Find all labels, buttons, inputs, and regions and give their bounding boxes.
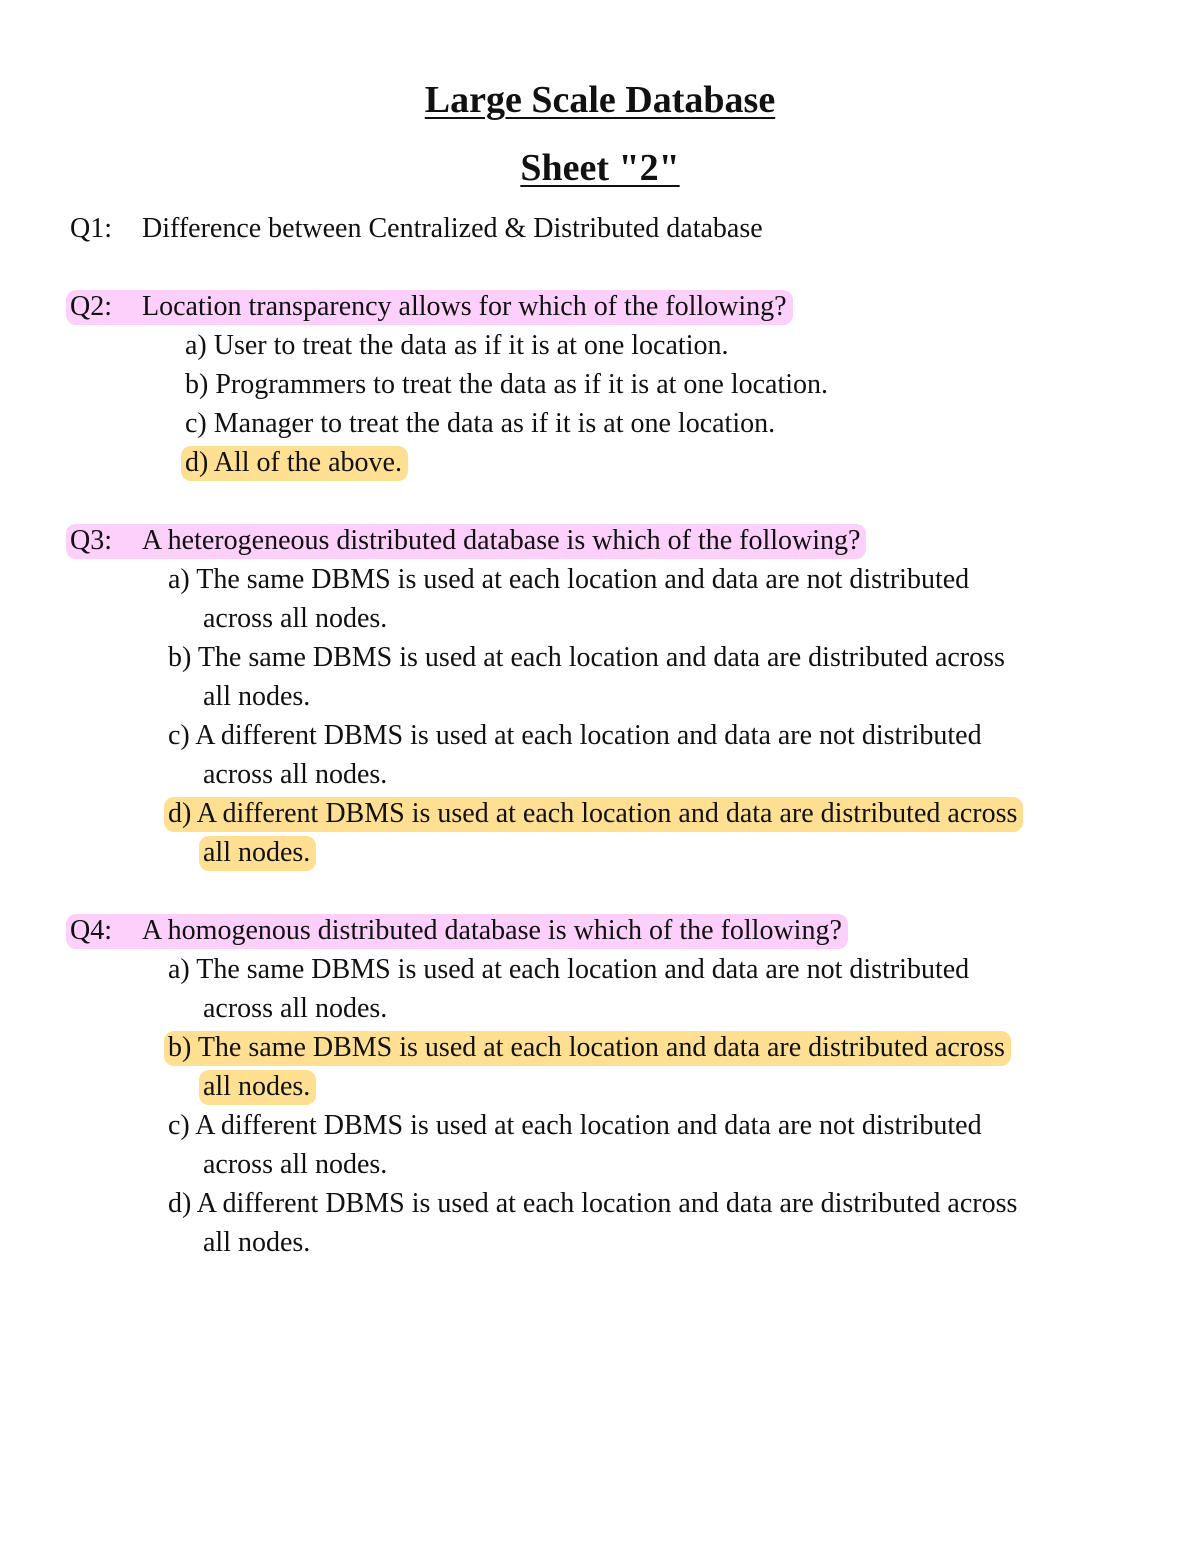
question-2 — [70, 290, 793, 324]
question-text: Location transparency allows for which of the following? — [142, 291, 787, 322]
question-text: A heterogeneous distributed database is which of the following? — [142, 525, 861, 556]
question-1 — [70, 212, 763, 246]
option-b-cont-correct — [203, 1070, 316, 1104]
sheet-subtitle: Sheet "2" — [520, 147, 680, 189]
question-highlight — [66, 914, 848, 949]
answer-highlight: d) A different DBMS is used at each location and data are distributed across — [164, 797, 1023, 832]
option-c: c) A different DBMS is used at each location and data are not distributed — [168, 1110, 982, 1141]
option-c-cont: across all nodes. — [203, 759, 388, 790]
question-text: A homogenous distributed database is which of the following? — [142, 915, 842, 946]
option-a: a) The same DBMS is used at each location and data are not distributed — [168, 564, 970, 595]
option-b: b) Programmers to treat the data as if it is at one location. — [185, 369, 829, 400]
answer-highlight: d) All of the above. — [181, 446, 408, 481]
question-number: Q2: — [70, 291, 112, 322]
answer-highlight: b) The same DBMS is used at each location and data are distributed across — [164, 1031, 1011, 1066]
question-number: Q4: — [70, 915, 112, 946]
option-c: c) Manager to treat the data as if it is at one location. — [185, 408, 776, 439]
answer-highlight: all nodes. — [199, 1070, 316, 1105]
question-number: Q1: — [70, 213, 112, 244]
question-highlight — [66, 290, 793, 325]
option-a: a) The same DBMS is used at each location and data are not distributed — [168, 954, 970, 985]
option-a: a) User to treat the data as if it is at one location. — [185, 330, 729, 361]
option-a-cont: across all nodes. — [203, 603, 388, 634]
option-b-correct — [168, 1031, 1011, 1065]
document-title: Large Scale Database — [424, 79, 776, 121]
option-d-cont-correct — [203, 836, 316, 870]
option-b-cont: all nodes. — [203, 681, 311, 712]
option-c: c) A different DBMS is used at each location and data are not distributed — [168, 720, 982, 751]
option-d-correct — [168, 797, 1023, 831]
option-c-cont: across all nodes. — [203, 1149, 388, 1180]
option-a-cont: across all nodes. — [203, 993, 388, 1024]
question-highlight — [66, 524, 866, 559]
question-text: Difference between Centralized & Distributed database — [142, 213, 763, 244]
option-d: d) A different DBMS is used at each location and data are distributed across — [168, 1188, 1018, 1219]
question-3 — [70, 524, 866, 558]
answer-highlight: all nodes. — [199, 836, 316, 871]
option-d-cont: all nodes. — [203, 1227, 311, 1258]
question-4 — [70, 914, 848, 948]
option-d-correct — [185, 446, 408, 480]
question-number: Q3: — [70, 525, 112, 556]
option-b: b) The same DBMS is used at each location and data are distributed across — [168, 642, 1005, 673]
